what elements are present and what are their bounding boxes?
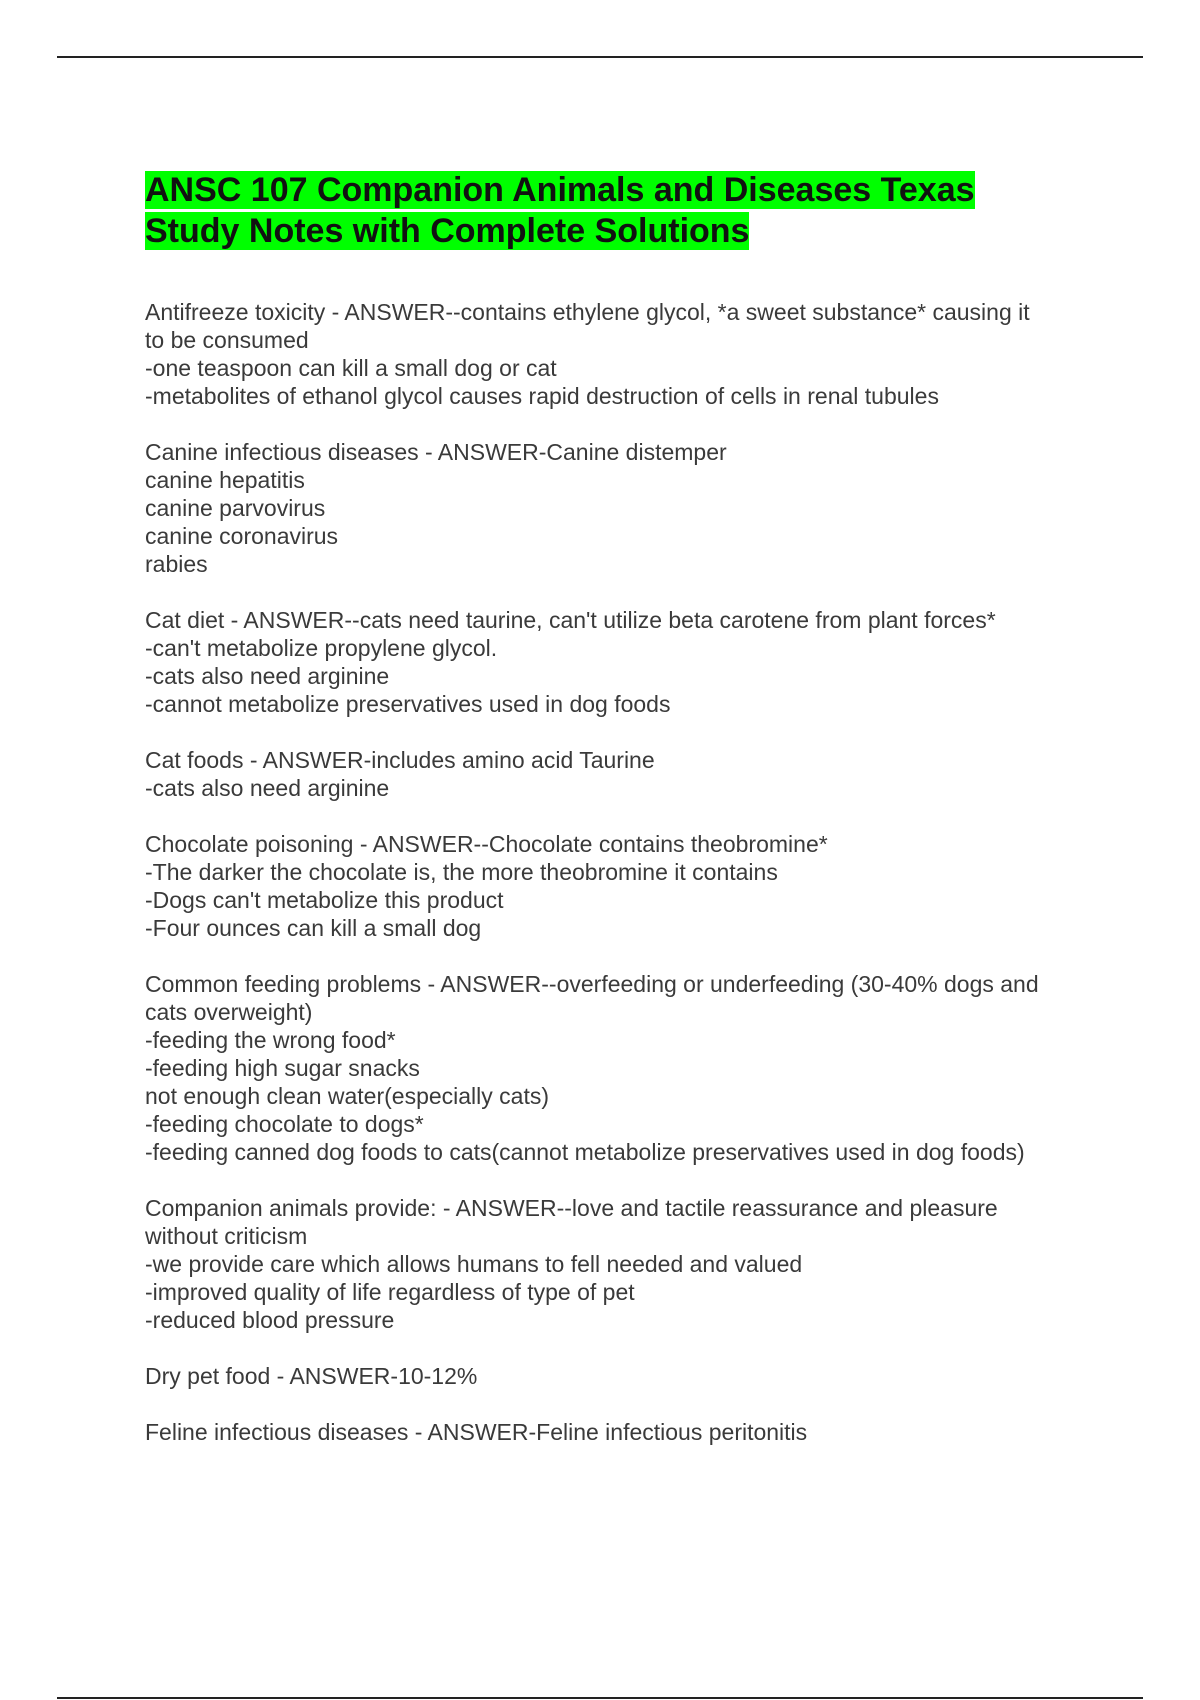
note-entry [145,298,1095,410]
note-answer-line: -feeding chocolate to dogs* [145,1111,424,1137]
note-answer-line: canine hepatitis [145,467,305,493]
top-rule [57,56,1143,58]
note-question: Cat foods - ANSWER-includes amino acid Taurine [145,747,655,773]
note-answer-line: -metabolites of ethanol glycol causes rapid destruction of cells in renal tubules [145,383,939,409]
note-entry [145,746,1095,802]
title-line-1: ANSC 107 Companion Animals and Diseases Texas [145,171,975,209]
note-answer-line: -feeding high sugar snacks [145,1055,420,1081]
bottom-rule [57,1697,1143,1699]
note-question: Companion animals provide: - ANSWER--love and tactile reassurance and pleasure [145,1195,998,1221]
note-answer-line: without criticism [145,1223,308,1249]
note-entry [145,1194,1095,1334]
note-answer-line: -improved quality of life regardless of type of pet [145,1279,635,1305]
note-question: Chocolate poisoning - ANSWER--Chocolate contains theobromine* [145,831,828,857]
note-answer-line: -cats also need arginine [145,663,390,689]
note-entry [145,606,1095,718]
note-question: Feline infectious diseases - ANSWER-Feline infectious peritonitis [145,1419,808,1445]
document-title [145,170,1085,252]
note-answer-line: not enough clean water(especially cats) [145,1083,550,1109]
note-entry [145,1418,1095,1446]
note-entry [145,1362,1095,1390]
note-question: Antifreeze toxicity - ANSWER--contains ethylene glycol, *a sweet substance* causing it [145,299,1030,325]
note-question: Common feeding problems - ANSWER--overfeeding or underfeeding (30-40% dogs and [145,971,1039,997]
note-entry [145,830,1095,942]
note-answer-line: -we provide care which allows humans to fell needed and valued [145,1251,803,1277]
note-answer-line: rabies [145,551,208,577]
note-answer-line: -cats also need arginine [145,775,390,801]
note-answer-line: -feeding canned dog foods to cats(cannot metabolize preservatives used in dog foods) [145,1139,1025,1165]
note-answer-line: -Dogs can't metabolize this product [145,887,504,913]
note-question: Canine infectious diseases - ANSWER-Canine distemper [145,439,727,465]
note-answer-line: -The darker the chocolate is, the more theobromine it contains [145,859,778,885]
note-question: Cat diet - ANSWER--cats need taurine, can't utilize beta carotene from plant forces* [145,607,996,633]
note-answer-line: -feeding the wrong food* [145,1027,396,1053]
note-answer-line: -Four ounces can kill a small dog [145,915,482,941]
note-answer-line: cats overweight) [145,999,313,1025]
note-answer-line: -cannot metabolize preservatives used in dog foods [145,691,671,717]
title-line-2: Study Notes with Complete Solutions [145,212,750,250]
study-notes [145,298,1095,1474]
note-entry [145,970,1095,1166]
note-answer-line: canine coronavirus [145,523,339,549]
note-question: Dry pet food - ANSWER-10-12% [145,1363,478,1389]
note-answer-line: -one teaspoon can kill a small dog or cat [145,355,557,381]
note-answer-line: canine parvovirus [145,495,326,521]
note-entry [145,438,1095,578]
note-answer-line: -reduced blood pressure [145,1307,395,1333]
note-answer-line: -can't metabolize propylene glycol. [145,635,498,661]
note-answer-line: to be consumed [145,327,309,353]
